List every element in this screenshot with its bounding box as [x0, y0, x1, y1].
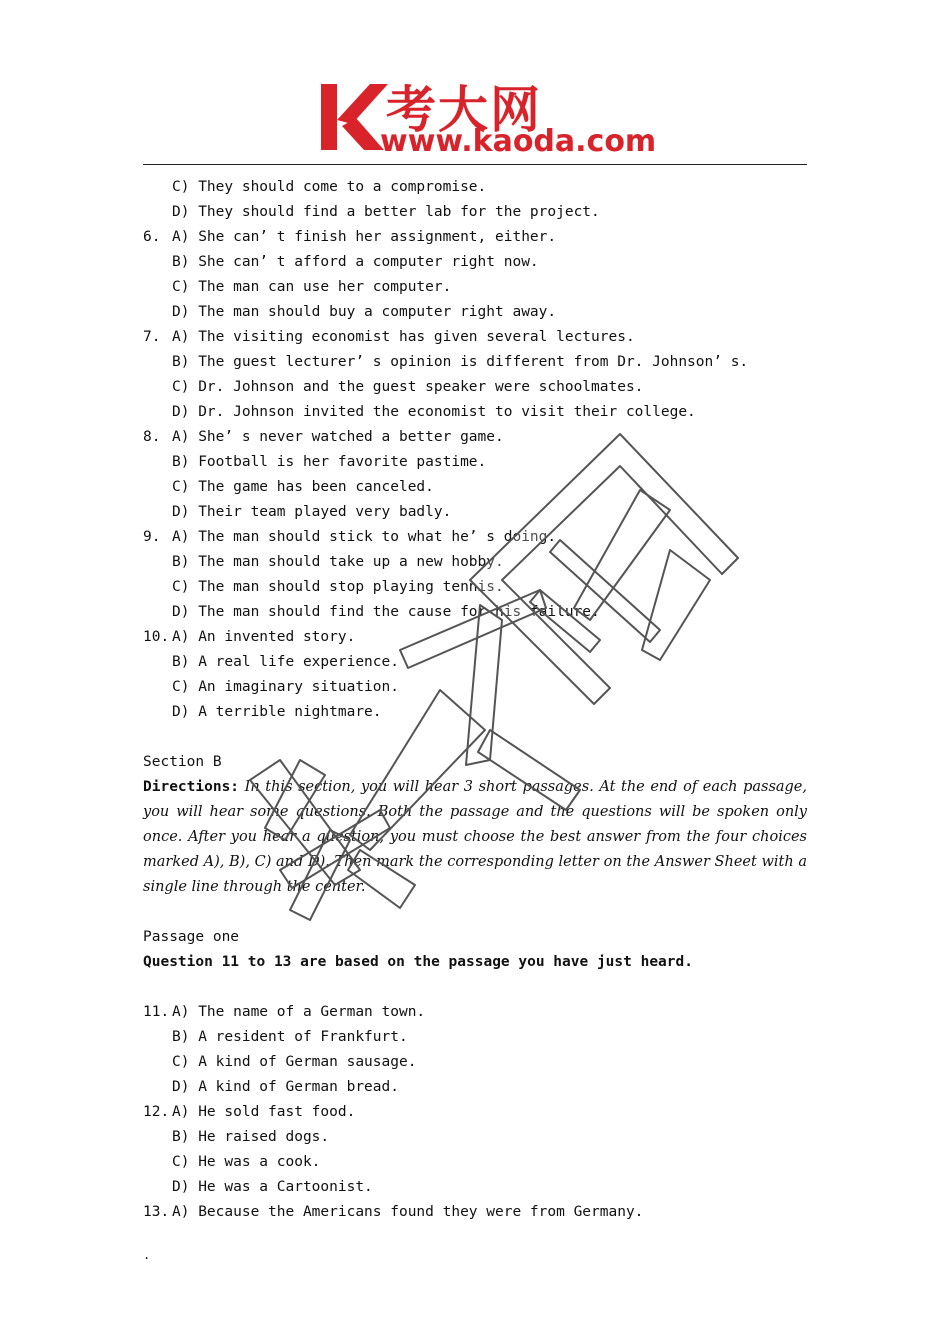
answer-option: A) He sold fast food. — [172, 1104, 356, 1120]
spacer — [143, 900, 807, 925]
kaoda-logo — [318, 78, 657, 160]
answer-option: B) A real life experience. — [172, 654, 399, 670]
answer-option: C) The man should stop playing tennis. — [172, 579, 504, 595]
question-line — [143, 1100, 807, 1125]
section-title: Section B — [143, 754, 222, 770]
question-line — [143, 700, 807, 725]
answer-option: A) The man should stick to what he’ s doing. — [172, 529, 557, 545]
question-line — [143, 175, 807, 200]
question-line — [143, 275, 807, 300]
question-line — [143, 1125, 807, 1150]
question-number: 12. — [143, 1104, 170, 1120]
answer-option: D) He was a Cartoonist. — [172, 1179, 373, 1195]
question-line — [143, 675, 807, 700]
answer-option: D) The man should buy a computer right away. — [172, 304, 557, 320]
question-line — [143, 1075, 807, 1100]
answer-option: D) A terrible nightmare. — [172, 704, 382, 720]
answer-option: D) Their team played very badly. — [172, 504, 452, 520]
passage-title: Passage one — [143, 929, 240, 945]
question-number: 8. — [143, 429, 161, 445]
answer-option: A) The name of a German town. — [172, 1004, 426, 1020]
page-header — [0, 0, 950, 168]
directions — [143, 775, 807, 900]
question-line — [143, 525, 807, 550]
question-line — [143, 1050, 807, 1075]
answer-option: C) An imaginary situation. — [172, 679, 399, 695]
logo-chinese-text: 考大网 — [386, 81, 542, 139]
question-line — [143, 450, 807, 475]
question-line — [143, 500, 807, 525]
directions-label: Directions: — [143, 779, 240, 795]
question-line — [143, 350, 807, 375]
spacer — [143, 725, 807, 750]
question-line — [143, 375, 807, 400]
answer-option: D) The man should find the cause for his failure. — [172, 604, 600, 620]
answer-option: B) She can’ t afford a computer right now. — [172, 254, 539, 270]
question-line — [143, 1025, 807, 1050]
answer-option: A) An invented story. — [172, 629, 356, 645]
answer-option: B) The guest lecturer’ s opinion is different from Dr. Johnson’ s. — [172, 354, 749, 370]
question-line — [143, 200, 807, 225]
answer-option: B) Football is her favorite pastime. — [172, 454, 487, 470]
answer-option: B) A resident of Frankfurt. — [172, 1029, 408, 1045]
answer-option: A) She can’ t finish her assignment, either. — [172, 229, 557, 245]
logo-url-text: www.kaoda.com — [380, 124, 657, 159]
question-number: 6. — [143, 229, 161, 245]
question-line — [143, 250, 807, 275]
directions-text: In this section, you will hear 3 short passages. At the end of each passage, you will hear some questions. Both the passage and the questions will be spoken only once. After you hear a question, you must choose the best answer from the four choices marked A), B), C) and D). Then mark the corresponding letter on the Answer Sheet with a single line through the center. — [143, 779, 807, 895]
question-number: 11. — [143, 1004, 170, 1020]
question-number: 13. — [143, 1204, 170, 1220]
answer-option: D) Dr. Johnson invited the economist to visit their college. — [172, 404, 696, 420]
question-line — [143, 300, 807, 325]
answer-option: A) She’ s never watched a better game. — [172, 429, 504, 445]
question-list-bottom — [143, 1000, 807, 1225]
question-line — [143, 550, 807, 575]
question-line — [143, 625, 807, 650]
question-line — [143, 1000, 807, 1025]
answer-option: C) He was a cook. — [172, 1154, 321, 1170]
passage-note: Question 11 to 13 are based on the passage you have just heard. — [143, 954, 693, 970]
question-number: 7. — [143, 329, 161, 345]
answer-option: D) They should find a better lab for the project. — [172, 204, 600, 220]
answer-option: B) The man should take up a new hobby. — [172, 554, 504, 570]
footer-dot: . — [143, 1248, 151, 1262]
answer-option: C) A kind of German sausage. — [172, 1054, 417, 1070]
page-content — [143, 175, 807, 1225]
question-number: 10. — [143, 629, 170, 645]
question-line — [143, 1175, 807, 1200]
question-line — [143, 425, 807, 450]
answer-option: C) The man can use her computer. — [172, 279, 452, 295]
answer-option: C) The game has been canceled. — [172, 479, 434, 495]
answer-option: C) Dr. Johnson and the guest speaker were schoolmates. — [172, 379, 644, 395]
answer-option: D) A kind of German bread. — [172, 1079, 399, 1095]
question-line — [143, 1200, 807, 1225]
question-line — [143, 325, 807, 350]
question-line — [143, 225, 807, 250]
question-line — [143, 600, 807, 625]
answer-option: B) He raised dogs. — [172, 1129, 330, 1145]
question-line — [143, 650, 807, 675]
answer-option: A) The visiting economist has given several lectures. — [172, 329, 635, 345]
question-line — [143, 575, 807, 600]
answer-option: A) Because the Americans found they were from Germany. — [172, 1204, 644, 1220]
question-line — [143, 475, 807, 500]
question-line — [143, 400, 807, 425]
question-number: 9. — [143, 529, 161, 545]
spacer — [143, 975, 807, 1000]
answer-option: C) They should come to a compromise. — [172, 179, 487, 195]
question-list-top — [143, 175, 807, 725]
question-line — [143, 1150, 807, 1175]
header-rule — [143, 164, 807, 165]
